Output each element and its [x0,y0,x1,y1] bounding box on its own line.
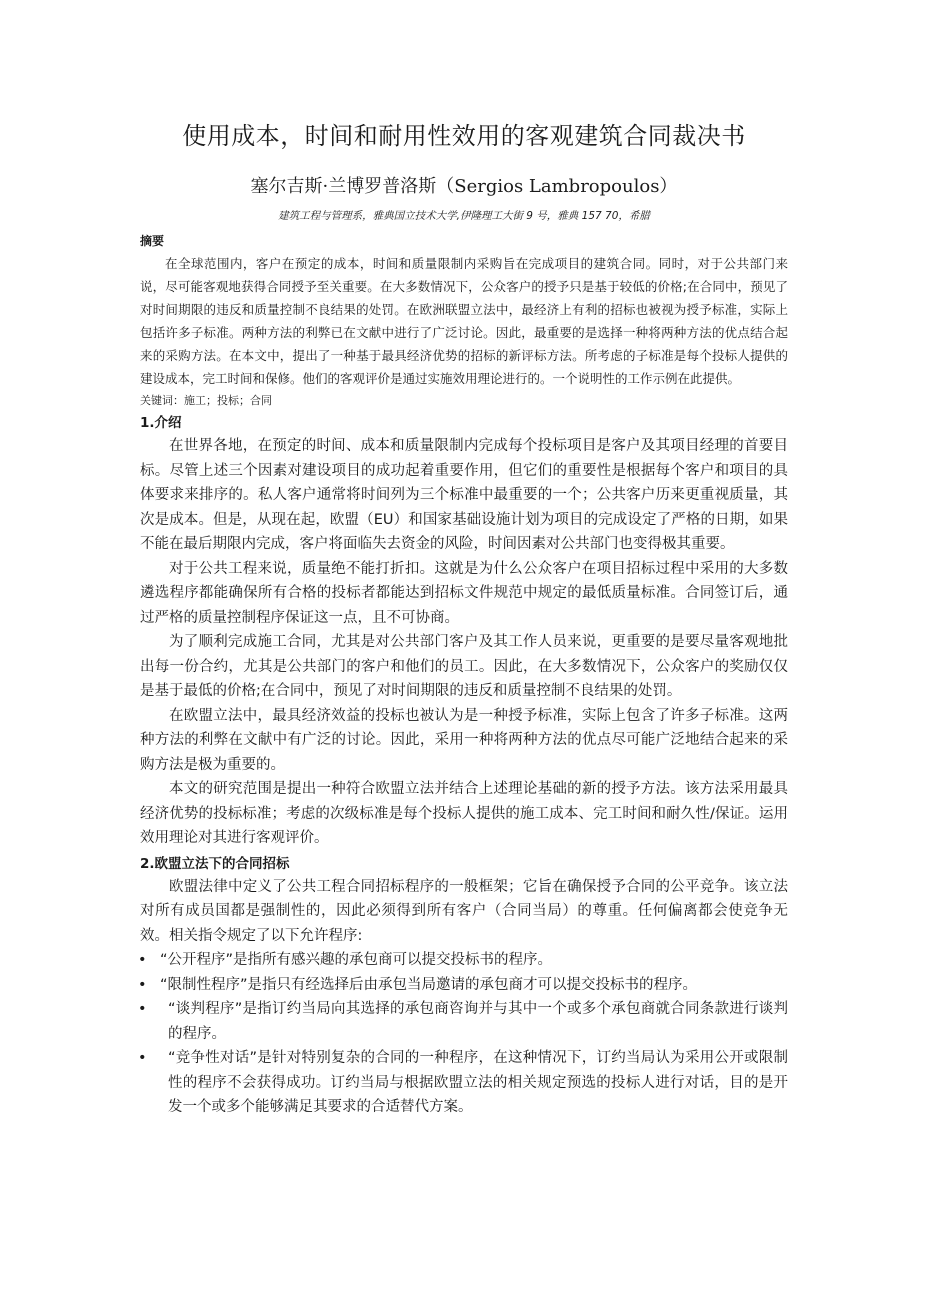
section-2-heading: 2.欧盟立法下的合同招标 [140,855,290,872]
section-1-paragraph: 对于公共工程来说，质量绝不能打折扣。这就是为什么公众客户在项目招标过程中采用的大多数遴选程序都能确保所有合格的投标者都能达到招标文件规范中规定的最低质量标准。合同签订后，通过严格的质量控制程序保证这一点，且不可协商。 [140,560,788,626]
bullet-icon: • [138,1050,147,1066]
keywords: 关键词：施工；投标；合同 [140,394,272,407]
procedure-list [140,948,788,1120]
section-1-paragraph: 本文的研究范围是提出一种符合欧盟立法并结合上述理论基础的新的授予方法。该方法采用最具经济优势的投标标准；考虑的次级标准是每个投标人提供的施工成本、完工时间和耐久性/保证。运用效用理论对其进行客观评价。 [140,781,788,846]
list-item: • “限制性程序”是指只有经选择后由承包当局邀请的承包商才可以提交投标书的程序。 [140,973,788,998]
bullet-icon: • [138,976,147,993]
section-1-paragraph: 在世界各地，在预定的时间、成本和质量限制内完成每个投标项目是客户及其项目经理的首要目标。尽管上述三个因素对建设项目的成功起着重要作用，但它们的重要性是根据每个客户和项目的具体要求来排序的。私人客户通常将时间列为三个标准中最重要的一个；公共客户历来更重视质量，其次是成本。但是，从现在起，欧盟（EU）和国家基础设施计划为项目的完成设定了严格的日期，如果不能在最后期限内完成，客户将面临失去资金的风险，时间因素对公共部门也变得极其重要。 [140,438,788,552]
paper-title: 使用成本，时间和耐用性效用的客观建筑合同裁决书 [182,122,746,150]
bullet-icon: • [138,952,147,968]
bullet-icon: • [138,1001,147,1017]
list-item: • “竞争性对话”是针对特别复杂的合同的一种程序，在这种情况下，订约当局认为采用公开或限制性的程序不会获得成功。订约当局与根据欧盟立法的相关规定预选的投标人进行对话，目的是开发一个或多个能够满足其要求的合适替代方案。 [140,1046,788,1120]
paper-page [140,118,788,1120]
list-item: • “谈判程序”是指订约当局向其选择的承包商咨询并与其中一个或多个承包商就合同条款进行谈判的程序。 [140,997,788,1046]
section-1-paragraph: 在欧盟立法中，最具经济效益的投标也被认为是一种授予标准，实际上包含了许多子标准。这两种方法的利弊在文献中有广泛的讨论。因此，采用一种将两种方法的优点尽可能广泛地结合起来的采购方法是极为重要的。 [140,707,788,773]
section-1-heading: 1.介绍 [140,415,182,431]
section-2-paragraph: 欧盟法律中定义了公共工程合同招标程序的一般框架；它旨在确保授予合同的公平竞争。该立法对所有成员国都是强制性的，因此必须得到所有客户（合同当局）的尊重。任何偏离都会使竞争无效。相关指令规定了以下允许程序: [140,878,788,944]
author-name: 塞尔吉斯·兰博罗普洛斯（Sergios Lambropoulos） [250,176,678,197]
author-affiliation: 建筑工程与管理系，雅典国立技术大学,伊隆理工大街 9 号，雅典 157 70，希腊 [278,210,650,222]
list-item: • “公开程序”是指所有感兴趣的承包商可以提交投标书的程序。 [140,948,788,973]
abstract-text: 在全球范围内，客户在预定的成本，时间和质量限制内采购旨在完成项目的建筑合同。同时，对于公共部门来说，尽可能客观地获得合同授予至关重要。在大多数情况下，公众客户的授予只是基于较低的价格;在合同中，预见了对时间期限的违反和质量控制不良结果的处罚。在欧洲联盟立法中，最经济上有利的招标也被视为授予标准，实际上包括许多子标准。两种方法的利弊已在文献中进行了广泛讨论。因此，最重要的是选择一种将两种方法的优点结合起来的采购方法。在本文中，提出了一种基于最具经济优势的招标的新评标方法。所考虑的子标准是每个投标人提供的建设成本，完工时间和保修。他们的客观评价是通过实施效用理论进行的。一个说明性的工作示例在此提供。 [140,256,788,386]
abstract-heading: 摘要 [140,234,165,248]
section-1-paragraph: 为了顺利完成施工合同，尤其是对公共部门客户及其工作人员来说，更重要的是要尽量客观地批出每一份合约，尤其是公共部门的客户和他们的员工。因此，在大多数情况下，公众客户的奖励仅仅是基于最低的价格;在合同中，预见了对时间期限的违反和质量控制不良结果的处罚。 [140,634,788,699]
